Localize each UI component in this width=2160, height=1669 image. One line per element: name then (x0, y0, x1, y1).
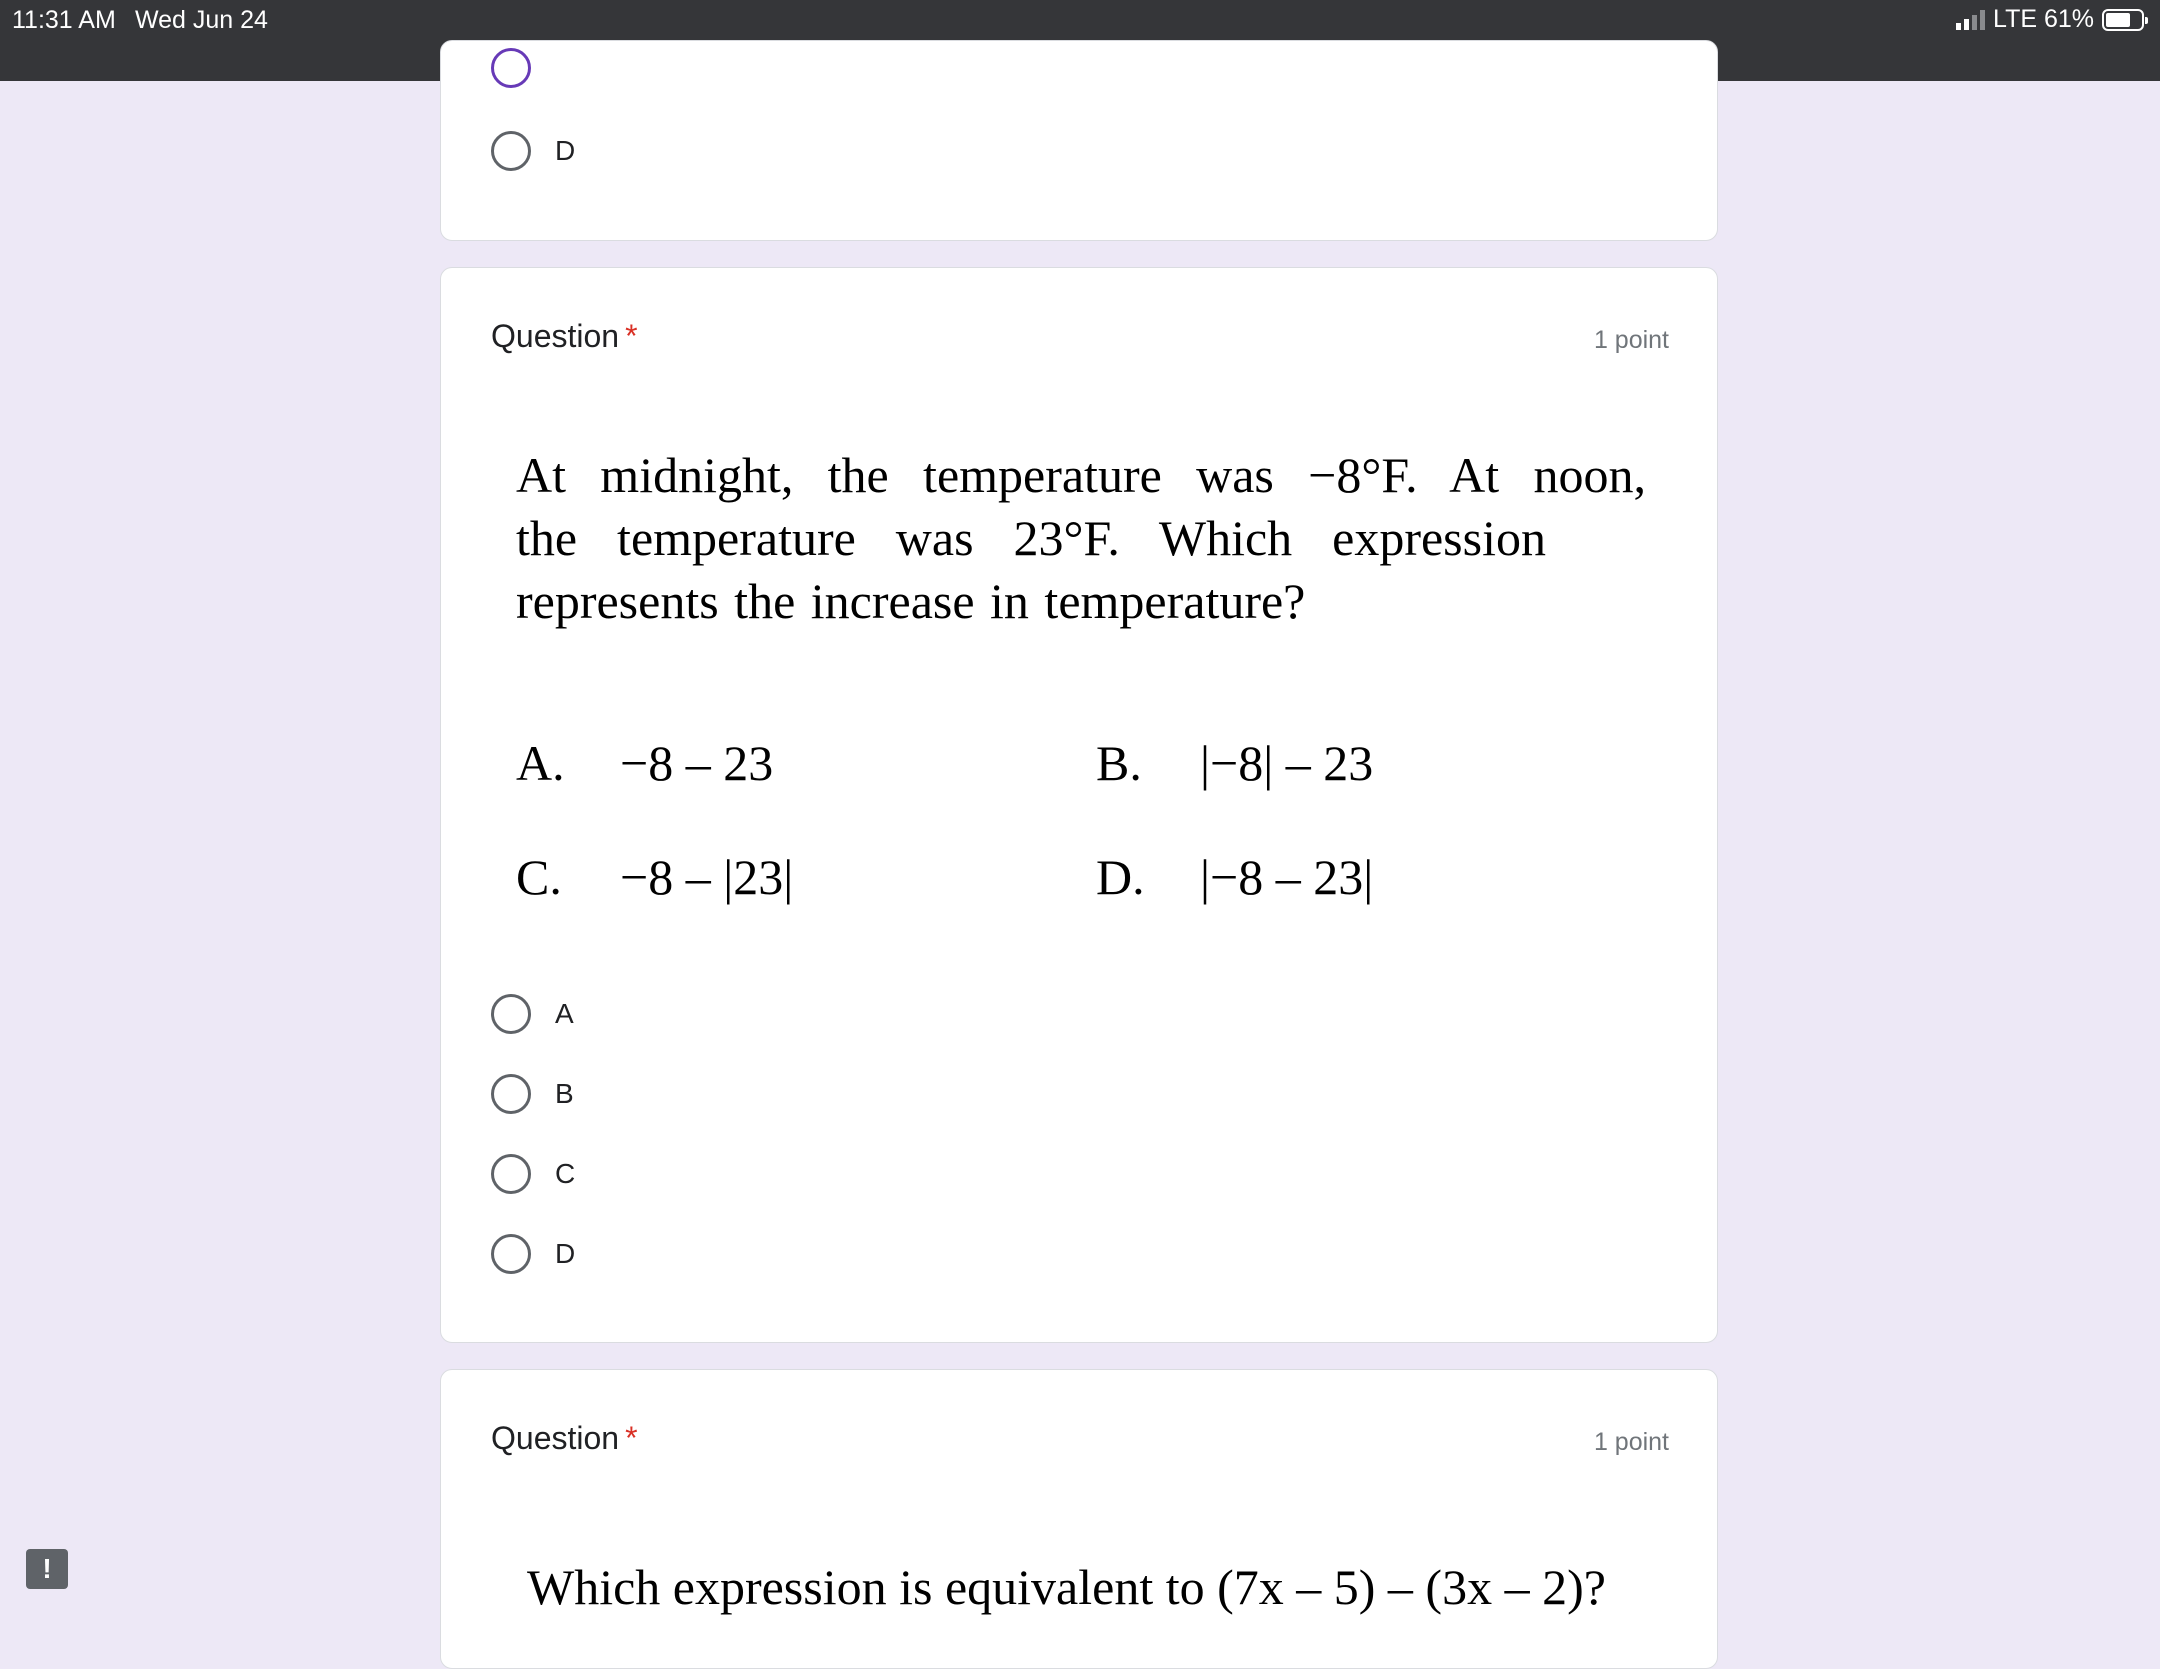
status-date: Wed Jun 24 (135, 6, 268, 34)
option-label: A (555, 998, 574, 1029)
option-label: C (555, 1158, 576, 1189)
option-row-b[interactable] (491, 1072, 574, 1116)
problem-line: the temperature was 23°F. Which expression (516, 510, 1546, 566)
selected-radio-partial[interactable] (491, 48, 531, 88)
choice-letter: B. (1096, 735, 1142, 791)
question-image-text: Which expression is equivalent to (7x – 5) – (3x – 2)? (527, 1559, 1606, 1615)
option-row-d[interactable] (491, 1232, 575, 1276)
radio-button[interactable] (491, 1154, 531, 1194)
choice-letter: A. (516, 735, 565, 791)
problem-line: At midnight, the temperature was −8°F. At noon, (516, 447, 1646, 503)
option-row-a[interactable] (491, 992, 574, 1036)
next-question-card (440, 1369, 1718, 1669)
required-asterisk: * (625, 318, 638, 354)
question-card (440, 267, 1718, 1343)
status-time: 11:31 AM (12, 6, 116, 34)
choice-b (1096, 734, 1373, 792)
choice-d (1096, 848, 1373, 906)
option-label: B (555, 1078, 574, 1109)
radio-button[interactable] (491, 1074, 531, 1114)
choice-expression: −8 – |23| (620, 849, 794, 905)
battery-icon (2102, 9, 2144, 31)
report-feedback-button[interactable]: ! (26, 1549, 68, 1589)
choice-a (516, 734, 773, 792)
question-image-text (516, 444, 1646, 633)
option-row[interactable] (491, 129, 575, 173)
option-label: D (555, 135, 576, 166)
question-title-text: Question (491, 318, 620, 354)
question-title (491, 1420, 638, 1457)
choice-expression: −8 – 23 (620, 735, 774, 791)
choice-expression: |−8 – 23| (1200, 849, 1374, 905)
question-title (491, 318, 638, 355)
question-points: 1 point (1593, 326, 1669, 354)
choice-letter: C. (516, 849, 562, 905)
radio-button[interactable] (491, 1234, 531, 1274)
question-title-text: Question (491, 1420, 620, 1456)
choice-c (516, 848, 793, 906)
network-status: LTE 61% (1993, 5, 2094, 33)
choice-letter: D. (1096, 849, 1145, 905)
previous-question-card (440, 40, 1718, 241)
status-indicators (1956, 5, 2144, 34)
radio-button[interactable] (491, 131, 531, 171)
required-asterisk: * (625, 1420, 638, 1456)
choice-expression: |−8| – 23 (1200, 735, 1374, 791)
signal-icon (1956, 10, 1985, 30)
option-label: D (555, 1238, 576, 1269)
problem-line: represents the increase in temperature? (516, 573, 1306, 629)
radio-button[interactable] (491, 994, 531, 1034)
question-points: 1 point (1593, 1428, 1669, 1456)
option-row-c[interactable] (491, 1152, 575, 1196)
